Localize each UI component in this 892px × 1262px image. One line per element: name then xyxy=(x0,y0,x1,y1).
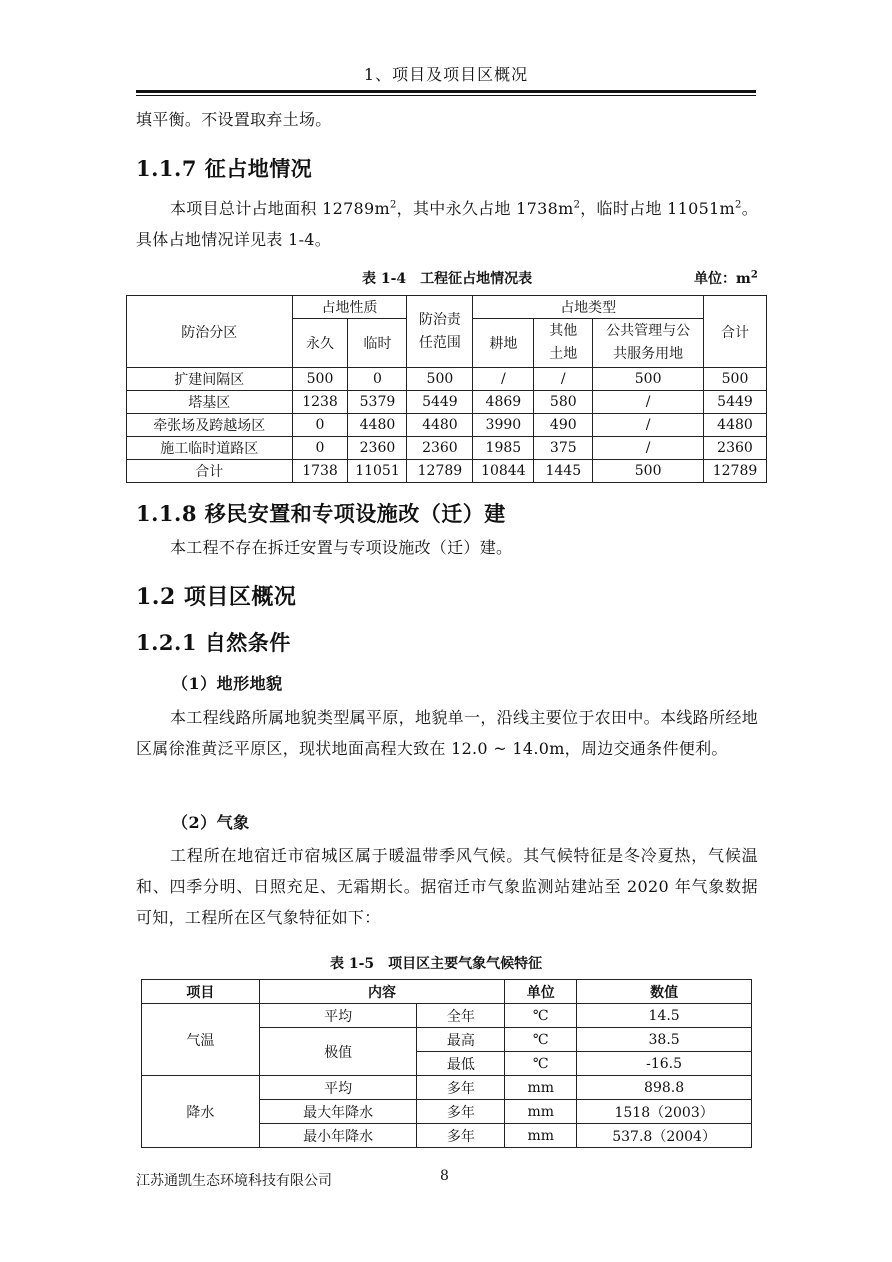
table-cell: 12789 xyxy=(407,460,473,483)
table-cell: 施工临时道路区 xyxy=(127,437,293,460)
table-cell: -16.5 xyxy=(577,1052,752,1076)
table-row xyxy=(127,368,767,391)
intro-text: 填平衡。不设置取弃土场。 xyxy=(136,110,332,129)
table-cell: 平均 xyxy=(259,1076,417,1100)
table-cell: 平均 xyxy=(259,1004,417,1028)
table-cell: 898.8 xyxy=(577,1076,752,1100)
table-cell: ℃ xyxy=(505,1004,577,1028)
precipitation-label: 降水 xyxy=(142,1076,260,1148)
table-cell: 12789 xyxy=(704,460,767,483)
table-1-4-caption: 表 1-4 工程征占地情况表 xyxy=(362,271,533,287)
table-cell: 10844 xyxy=(473,460,534,483)
table-cell: 塔基区 xyxy=(127,391,293,414)
table-cell: 500 xyxy=(593,368,704,391)
table-cell: 5379 xyxy=(348,391,407,414)
header-public-land: 公共管理与公 共服务用地 xyxy=(593,319,704,368)
header-item: 项目 xyxy=(142,980,260,1004)
table-1-4-unit: 单位：$m^2$ xyxy=(694,269,758,287)
header-other-land: 其他 土地 xyxy=(534,319,593,368)
table-cell: 500 xyxy=(593,460,704,483)
table-cell: / xyxy=(593,437,704,460)
table-cell: 扩建间隔区 xyxy=(127,368,293,391)
header-rule-thin xyxy=(136,95,756,96)
header-nature: 占地性质 xyxy=(292,296,407,319)
table-cell: / xyxy=(593,414,704,437)
table-row xyxy=(127,391,767,414)
table-cell: 580 xyxy=(534,391,593,414)
table-cell: 最低 xyxy=(417,1052,505,1076)
table-cell: 0 xyxy=(292,414,348,437)
header-zone: 防治分区 xyxy=(127,296,293,368)
table-cell: 最高 xyxy=(417,1028,505,1052)
table-cell: 1238 xyxy=(292,391,348,414)
temperature-label: 气温 xyxy=(142,1004,260,1076)
header-farmland: 耕地 xyxy=(473,319,534,368)
table-cell: 1445 xyxy=(534,460,593,483)
table-cell: 2360 xyxy=(348,437,407,460)
section-1-1-7-heading: 1.1.7 征占地情况 xyxy=(136,156,313,181)
climate-heading: （2）气象 xyxy=(172,813,250,832)
table-cell: 4869 xyxy=(473,391,534,414)
section-1-2-heading: 1.2 项目区概况 xyxy=(136,584,297,610)
terrain-heading: （1）地形地貌 xyxy=(172,674,283,693)
table-cell: 0 xyxy=(292,437,348,460)
table-cell: 490 xyxy=(534,414,593,437)
table-cell: 全年 xyxy=(417,1004,505,1028)
table-cell: 5449 xyxy=(407,391,473,414)
page-number: 8 xyxy=(440,1168,449,1184)
table-1-5-caption: 表 1-5 项目区主要气象气候特征 xyxy=(330,956,543,972)
table-cell: mm xyxy=(505,1100,577,1124)
table-cell: 最小年降水 xyxy=(259,1124,417,1148)
table-cell: 4480 xyxy=(704,414,767,437)
table-cell: 0 xyxy=(348,368,407,391)
header-permanent: 永久 xyxy=(292,319,348,368)
table-cell: 500 xyxy=(704,368,767,391)
table-cell: / xyxy=(534,368,593,391)
table-cell: 5449 xyxy=(704,391,767,414)
table-cell: 多年 xyxy=(417,1076,505,1100)
table-row-total xyxy=(127,460,767,483)
table-row xyxy=(142,1076,752,1100)
header-temporary: 临时 xyxy=(348,319,407,368)
table-cell: 500 xyxy=(292,368,348,391)
table-row xyxy=(127,414,767,437)
header-type: 占地类型 xyxy=(473,296,704,319)
table-cell: 38.5 xyxy=(577,1028,752,1052)
table-cell: 最大年降水 xyxy=(259,1100,417,1124)
table-cell: / xyxy=(473,368,534,391)
table-cell: 2360 xyxy=(407,437,473,460)
table-cell: mm xyxy=(505,1076,577,1100)
footer-company: 江苏通凯生态环境科技有限公司 xyxy=(136,1173,332,1189)
table-cell: 牵张场及跨越场区 xyxy=(127,414,293,437)
land-occupation-paragraph: 本项目总计占地面积 $12789m^2$，其中永久占地 $1738m^2$，临时占地 $11051m^2$。具体占地情况详见表 1-4。 xyxy=(136,199,758,249)
table-cell: 2360 xyxy=(704,437,767,460)
climate-table xyxy=(141,979,752,1148)
table-cell: 4480 xyxy=(348,414,407,437)
header-total: 合计 xyxy=(704,296,767,368)
header-unit: 单位 xyxy=(505,980,577,1004)
table-cell: 4480 xyxy=(407,414,473,437)
table-cell: 多年 xyxy=(417,1100,505,1124)
table-cell: ℃ xyxy=(505,1052,577,1076)
header-content: 内容 xyxy=(259,980,505,1004)
terrain-paragraph: 本工程线路所属地貌类型属平原，地貌单一，沿线主要位于农田中。本线路所经地区属徐淮黄泛平原区，现状地面高程大致在 12.0 ~ 14.0m，周边交通条件便利。 xyxy=(136,708,758,758)
section-1-1-8-heading: 1.1.8 移民安置和专项设施改（迁）建 xyxy=(136,501,506,526)
climate-paragraph: 工程所在地宿迁市宿城区属于暖温带季风气候。其气候特征是冬冷夏热，气候温和、四季分明、日照充足、无霜期长。据宿迁市气象监测站建站至 2020 年气象数据可知，工程所在区气象特征如下： xyxy=(136,846,758,927)
table-row xyxy=(127,437,767,460)
table-cell: 500 xyxy=(407,368,473,391)
table-cell: 多年 xyxy=(417,1124,505,1148)
header-scope: 防治责 任范围 xyxy=(407,296,473,368)
table-cell: 3990 xyxy=(473,414,534,437)
table-cell: ℃ xyxy=(505,1028,577,1052)
table-cell: 375 xyxy=(534,437,593,460)
header-rule-thick xyxy=(136,90,756,93)
table-cell: 11051 xyxy=(348,460,407,483)
table-cell: 1985 xyxy=(473,437,534,460)
table-cell: 14.5 xyxy=(577,1004,752,1028)
table-cell: 合计 xyxy=(127,460,293,483)
table-cell: 极值 xyxy=(259,1028,417,1076)
resettlement-paragraph: 本工程不存在拆迁安置与专项设施改（迁）建。 xyxy=(170,538,513,557)
land-occupation-table xyxy=(126,295,767,483)
running-header: 1、项目及项目区概况 xyxy=(363,65,529,84)
table-cell: 1518（2003） xyxy=(577,1100,752,1124)
table-cell: 537.8（2004） xyxy=(577,1124,752,1148)
header-value: 数值 xyxy=(577,980,752,1004)
table-row xyxy=(142,1004,752,1028)
section-1-2-1-heading: 1.2.1 自然条件 xyxy=(136,630,291,655)
table-cell: mm xyxy=(505,1124,577,1148)
table-cell: / xyxy=(593,391,704,414)
table-cell: 1738 xyxy=(292,460,348,483)
